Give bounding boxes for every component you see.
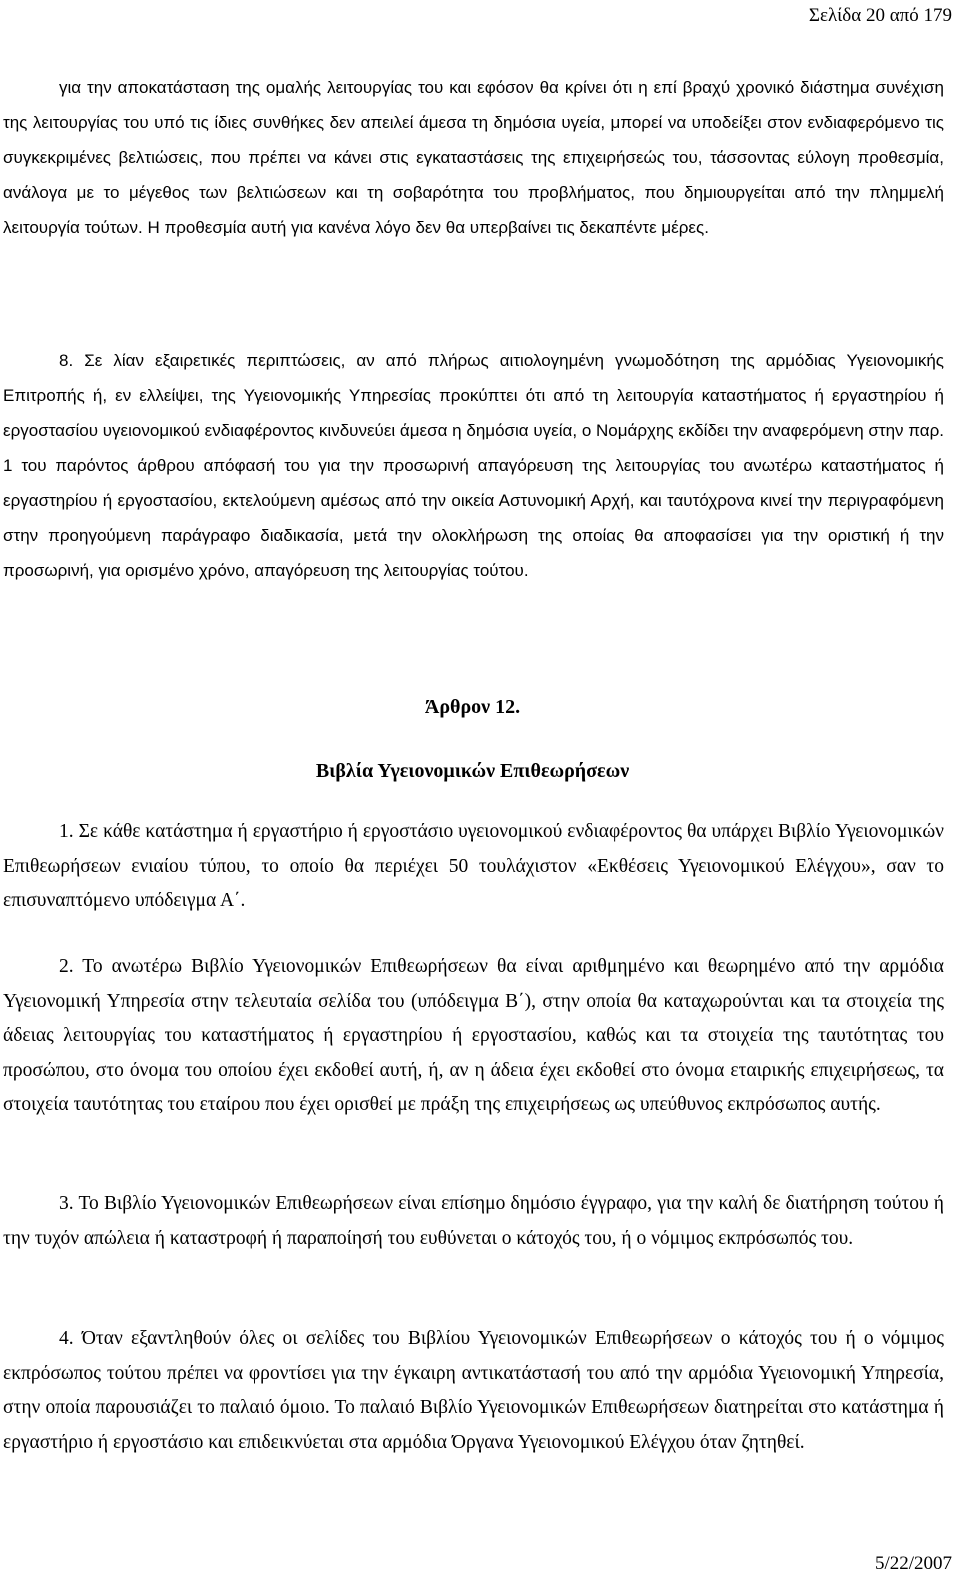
article-title-heading: Βιβλία Υγειονομικών Επιθεωρήσεων — [315, 760, 630, 782]
article-paragraph-1: 1. Σε κάθε κατάστημα ή εργαστήριο ή εργοστάσιο υγειονομικού ενδιαφέροντος θα υπάρχει Βιβλίο Υγειονομικών Επιθεωρήσεων ενιαίου τύπου, το οποίο θα περιέχει 50 τουλάχιστον «Εκθέσεις Υγειονομικού Ελέγχου», σαν το επισυναπτόμενο υπόδειγμα Α΄. — [3, 821, 944, 911]
footer-date: 5/22/2007 — [874, 1553, 952, 1574]
page-number-header: Σελίδα 20 από 179 — [808, 5, 952, 26]
paragraph-continuation: για την αποκατάσταση της ομαλής λειτουργίας του και εφόσον θα κρίνει ότι η επί βραχύ χρονικό διάστημα συνέχιση της λειτουργίας του υπό τις ίδιες συνθήκες δεν απειλεί άμεσα τη δημόσια υγεία, μπορεί να υποδείξει στον ενδιαφερόμενο τις συγκεκριμένες βελτιώσεις, που πρέπει να κάνει στις εγκαταστάσεις της επιχειρήσεώς του, τάσσοντας εύλογη προθεσμία, ανάλογα με το μέγεθος των βελτιώσεων και τη σοβαρότητα του προβλήματος, που δημιουργείται από την πλημμελή λειτουργία τούτων. Η προθεσμία αυτή για κανένα λόγο δεν θα υπερβαίνει τις δεκαπέντε μέρες. — [3, 78, 944, 237]
article-number-heading: Άρθρον 12. — [424, 696, 521, 718]
article-paragraph-2: 2. Το ανωτέρω Βιβλίο Υγειονομικών Επιθεωρήσεων θα είναι αριθμημένο και θεωρημένο από την αρμόδια Υγειονομική Υπηρεσία στην τελευταία σελίδα του (υπόδειγμα Β΄), στην οποία θα καταχωρούνται και τα στοιχεία της άδειας λειτουργίας του καταστήματος ή εργαστηρίου ή εργοστασίου, καθώς και τα στοιχεία της ταυτότητας του προσώπου, στο όνομα του οποίου έχει εκδοθεί αυτή, ή, αν η άδεια έχει εκδοθεί στο όνομα εταιρικής επιχειρήσεως, τα στοιχεία ταυτότητας του εταίρου που έχει ορισθεί με πράξη της επιχειρήσεως ως υπεύθυνος εκπρόσωπος αυτής. — [3, 956, 944, 1115]
paragraph-8: 8. Σε λίαν εξαιρετικές περιπτώσεις, αν από πλήρως αιτιολογημένη γνωμοδότηση της αρμόδιας Υγειονομικής Επιτροπής ή, εν ελλείψει, της Υγειονομικής Υπηρεσίας προκύπτει ότι από τη λειτουργία καταστήματος ή εργαστηρίου ή εργοστασίου υγειονομικού ενδιαφέροντος κινδυνεύει άμεσα η δημόσια υγεία, ο Νομάρχης εκδίδει την αναφερόμενη στην παρ. 1 του παρόντος άρθρου απόφασή του για την προσωρινή απαγόρευση της λειτουργίας του ανωτέρω καταστήματος ή εργαστηρίου ή εργοστασίου, εκτελούμενη αμέσως από την οικεία Αστυνομική Αρχή, και ταυτόχρονα κινεί την περιγραφόμενη στην προηγούμενη παράγραφο διαδικασία, μετά την ολοκλήρωση της οποίας θα αποφασίσει για την οριστική ή την προσωρινή, για ορισμένο χρόνο, απαγόρευση της λειτουργίας τούτου. — [3, 351, 944, 580]
article-paragraph-3: 3. Το Βιβλίο Υγειονομικών Επιθεωρήσεων είναι επίσημο δημόσιο έγγραφο, για την καλή δε διατήρηση τούτου ή την τυχόν απώλεια ή καταστροφή ή παραποίησή του ευθύνεται ο κάτοχός του, ή ο νόμιμος εκπρόσωπός του. — [3, 1193, 944, 1249]
article-paragraph-4: 4. Όταν εξαντληθούν όλες οι σελίδες του Βιβλίου Υγειονομικών Επιθεωρήσεων ο κάτοχός του ή ο νόμιμος εκπρόσωπος τούτου πρέπει να φροντίσει για την έγκαιρη αντικατάστασή του από την αρμόδια Υγειονομική Υπηρεσία, στην οποία παρουσιάζει το παλαιό όμοιο. Το παλαιό Βιβλίο Υγειονομικών Επιθεωρήσεων διατηρείται στο κατάστημα ή εργαστήριο ή εργοστάσιο και επιδεικνύεται στα αρμόδια Όργανα Υγειονομικού Ελέγχου όταν ζητηθεί. — [3, 1328, 944, 1453]
